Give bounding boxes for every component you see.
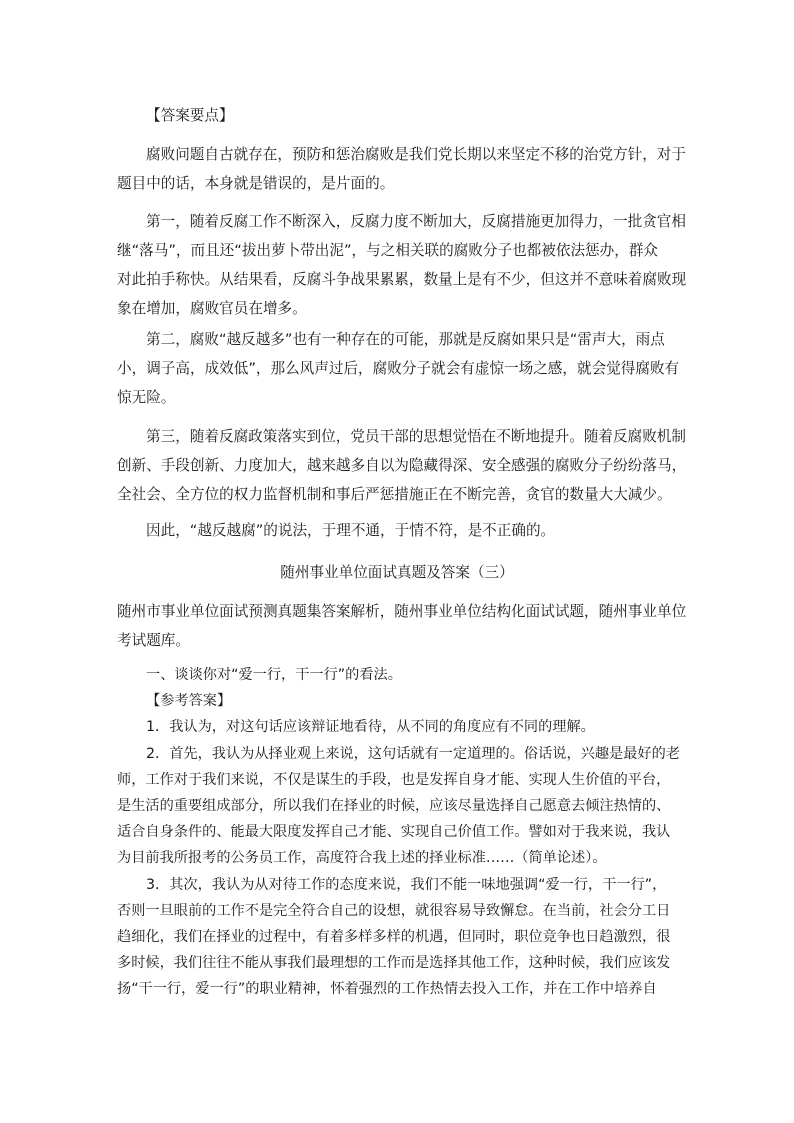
paragraph-line: 因此，“越反越腐”的说法，于理不通，于情不符，是不正确的。 — [146, 522, 556, 539]
answer-1: 1．我认为，对这句话应该辩证地看待，从不同的角度应有不同的理解。 — [146, 719, 595, 736]
paragraph-4 — [117, 422, 687, 509]
answer-3-line: 趋细化，我们在择业的过程中，有着多样多样的机遇，但同时，职位竞争也日趋激烈，很 — [117, 928, 671, 945]
paragraph-line: 创新、手段创新、力度加大，越来越多自以为隐藏得深、安全感强的腐败分子纷纷落马， — [117, 457, 687, 474]
reference-answer-title: 【参考答案】 — [146, 693, 232, 710]
paragraph-line: 题目中的话，本身就是错误的，是片面的。 — [117, 175, 395, 192]
answer-3-line: 否则一旦眼前的工作不是完全符合自己的设想，就很容易导致懈怠。在当前，社会分工日 — [117, 902, 671, 919]
section-heading: 随州事业单位面试真题及答案（三） — [280, 564, 514, 581]
answer-2-line: 是生活的重要组成部分，所以我们在择业的时候，应该尽量选择自己愿意去倾注热情的、 — [117, 797, 671, 814]
paragraph-line: 第三，随着反腐政策落实到位，党员干部的思想觉悟在不断地提升。随着反腐败机制 — [146, 428, 686, 445]
intro-paragraph — [117, 597, 687, 655]
paragraph-line: 腐败问题自古就存在，预防和惩治腐败是我们党长期以来坚定不移的治党方针，对于 — [146, 146, 686, 163]
paragraph-line: 考试题库。 — [117, 632, 190, 649]
paragraph-line: 惊无险。 — [117, 389, 176, 406]
paragraph-5 — [117, 516, 677, 545]
paragraph-line: 随州市事业单位面试预测真题集答案解析，随州事业单位结构化面试试题，随州事业单位 — [117, 603, 687, 620]
answer-2-line: 师，工作对于我们来说，不仅是谋生的手段，也是发挥自身才能、实现人生价值的平台， — [117, 771, 671, 788]
answer-2-line: 2．首先，我认为从择业观上来说，这句话就有一定道理的。俗话说，兴趣是最好的老 — [146, 745, 680, 762]
question-text: 一、谈谈你对“爱一行，干一行”的看法。 — [146, 667, 402, 683]
paragraph-1 — [117, 140, 686, 198]
paragraph-line: 第二，腐败“越反越多”也有一种存在的可能，那就是反腐如果只是“雷声大，雨点 — [146, 331, 665, 348]
answer-2-line: 为目前我所报考的公务员工作，高度符合我上述的择业标准……（简单论述）。 — [117, 850, 607, 867]
paragraph-line: 全社会、全方位的权力监督机制和事后严惩措施正在不断完善，贪官的数量大大减少。 — [117, 486, 672, 503]
paragraph-2 — [117, 207, 687, 323]
paragraph-line: 象在增加，腐败官员在增多。 — [117, 300, 307, 317]
answer-3-line: 扬“干一行，爱一行”的职业精神，怀着强烈的工作热情去投入工作，并在工作中培养自 — [117, 981, 657, 998]
answer-2-line: 适合自身条件的、能最大限度发挥自己才能、实现自己价值工作。譬如对于我来说，我认 — [117, 824, 671, 841]
answer-3-line: 3．其次，我认为从对待工作的态度来说，我们不能一味地强调“爱一行，干一行”， — [146, 876, 667, 893]
answer-points-section — [117, 101, 677, 130]
paragraph-line: 继“落马”，而且还“拔出萝卜带出泥”，与之相关联的腐败分子也都被依法惩办，群众 — [117, 242, 659, 259]
paragraph-line: 对此拍手称快。从结果看，反腐斗争战果累累，数量上是有不少，但这并不意味着腐败现 — [117, 271, 687, 288]
answer-3-line: 多时候，我们往往不能从事我们最理想的工作而是选择其他工作，这种时候，我们应该发 — [117, 955, 671, 972]
paragraph-line: 第一，随着反腐工作不断深入，反腐力度不断加大，反腐措施更加得力，一批贪官相 — [146, 213, 686, 230]
paragraph-3 — [117, 325, 680, 412]
answer-points-title: 【答案要点】 — [146, 107, 234, 124]
qa-section — [117, 662, 680, 1002]
paragraph-line: 小，调子高，成效低”，那么风声过后，腐败分子就会有虚惊一场之感，就会觉得腐败有 — [117, 360, 680, 377]
